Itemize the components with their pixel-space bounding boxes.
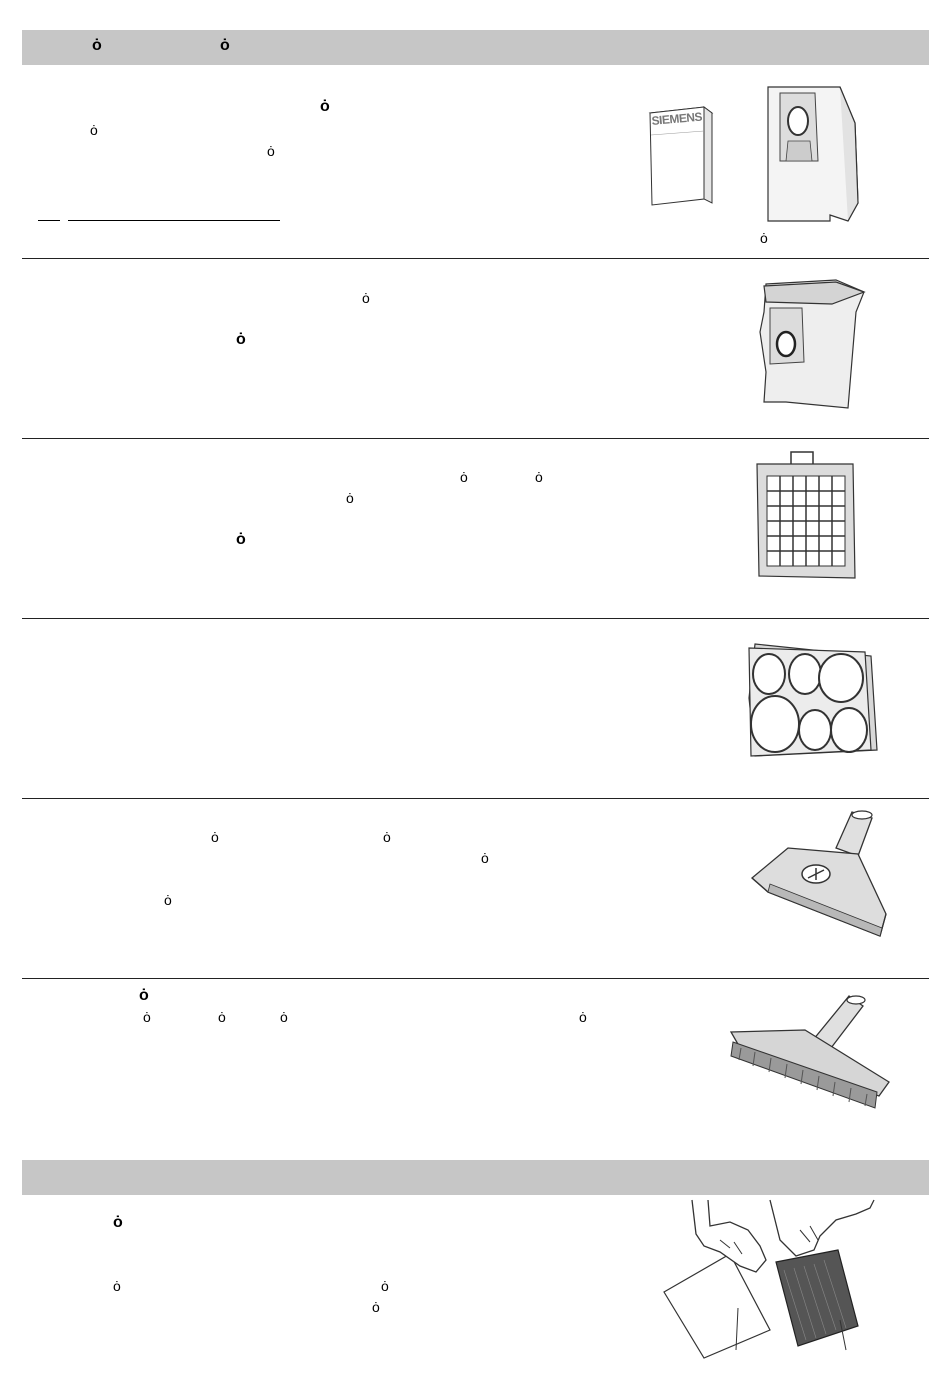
header-glyph: ȯ xyxy=(220,37,230,54)
underline-short xyxy=(38,220,60,221)
text-glyph: ȯ xyxy=(320,98,330,115)
text-glyph: ȯ xyxy=(383,829,391,845)
text-glyph: ȯ xyxy=(113,1214,123,1231)
text-glyph: ȯ xyxy=(460,469,468,485)
text-glyph: ȯ xyxy=(164,892,172,908)
dust-bag-icon xyxy=(760,83,870,228)
section-header-bar xyxy=(22,1160,929,1195)
text-glyph: ȯ xyxy=(362,290,370,306)
motor-protection-filter-icon xyxy=(745,638,885,760)
text-glyph: ȯ xyxy=(372,1299,380,1315)
text-glyph: ȯ xyxy=(481,850,489,866)
turbo-brush-icon xyxy=(748,808,893,940)
text-glyph: ȯ xyxy=(236,331,246,348)
text-glyph: ȯ xyxy=(535,469,543,485)
header-glyph: ȯ xyxy=(92,37,102,54)
text-glyph: ȯ xyxy=(236,531,246,548)
box-brand-label: SIEMENS xyxy=(651,109,703,128)
section-divider xyxy=(22,258,929,259)
section-divider xyxy=(22,618,929,619)
text-glyph: ȯ xyxy=(579,1009,587,1025)
parquet-brush-icon xyxy=(725,990,895,1115)
text-glyph: ȯ xyxy=(90,122,98,138)
hands-separating-filter-icon xyxy=(660,1200,885,1360)
text-glyph: ȯ xyxy=(218,1009,226,1025)
text-glyph: ȯ xyxy=(113,1278,121,1294)
text-glyph: ȯ xyxy=(267,143,275,159)
underline-long xyxy=(68,220,280,221)
text-glyph: ȯ xyxy=(139,987,149,1004)
paper-bag-icon xyxy=(756,272,871,414)
section-header-bar xyxy=(22,30,929,65)
section-divider xyxy=(22,978,929,979)
text-glyph: ȯ xyxy=(143,1009,151,1025)
text-glyph: ȯ xyxy=(211,829,219,845)
section-divider xyxy=(22,438,929,439)
bag-caption-glyph: ȯ xyxy=(760,230,768,246)
text-glyph: ȯ xyxy=(346,490,354,506)
section-divider xyxy=(22,798,929,799)
hygiene-filter-icon xyxy=(755,450,860,580)
text-glyph: ȯ xyxy=(280,1009,288,1025)
text-glyph: ȯ xyxy=(381,1278,389,1294)
